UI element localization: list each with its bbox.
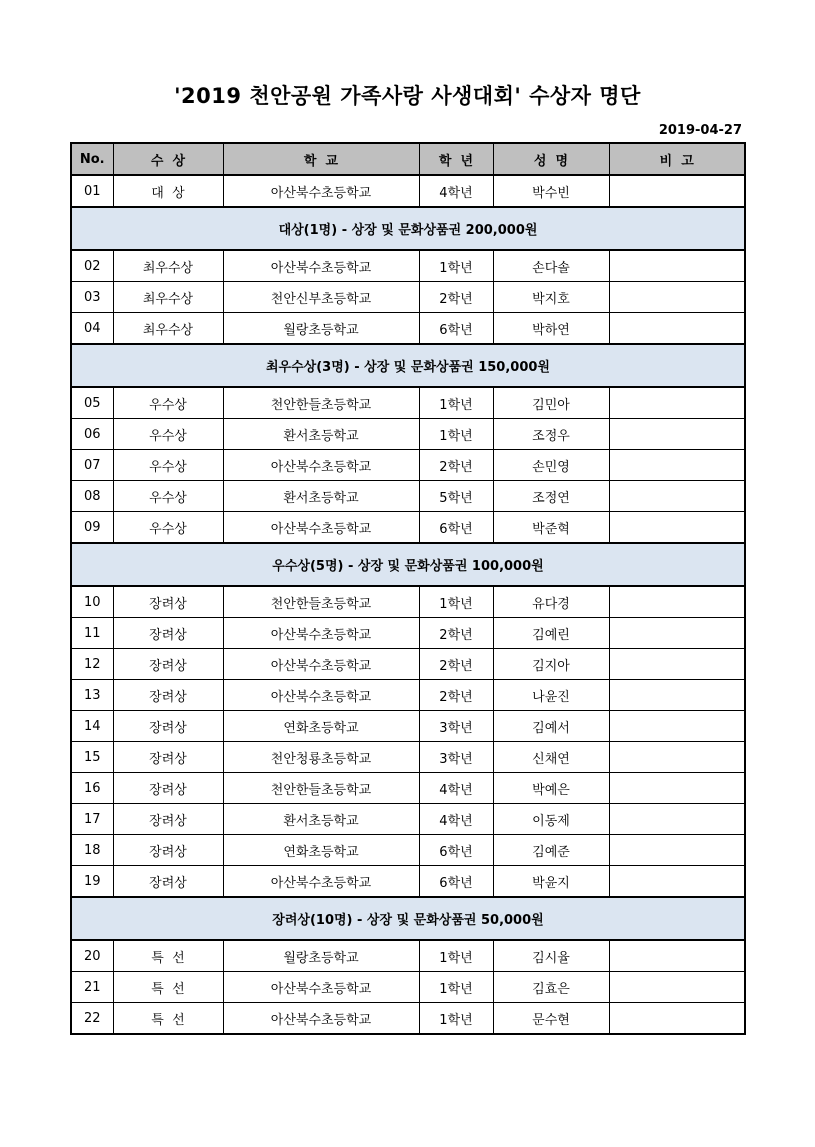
cell-school: 아산북수초등학교 xyxy=(223,512,419,544)
cell-name: 박수빈 xyxy=(493,175,609,207)
cell-school: 아산북수초등학교 xyxy=(223,618,419,649)
cell-name: 박준혁 xyxy=(493,512,609,544)
cell-note xyxy=(609,835,745,866)
cell-award: 대 상 xyxy=(113,175,223,207)
table-row xyxy=(71,804,745,835)
cell-name: 문수현 xyxy=(493,1003,609,1035)
cell-note xyxy=(609,586,745,618)
cell-no: 05 xyxy=(71,387,113,419)
header-school: 학 교 xyxy=(223,143,419,175)
cell-grade: 1학년 xyxy=(419,1003,493,1035)
table-row xyxy=(71,866,745,898)
cell-name: 김예린 xyxy=(493,618,609,649)
cell-note xyxy=(609,1003,745,1035)
cell-award: 우수상 xyxy=(113,450,223,481)
cell-name: 박예은 xyxy=(493,773,609,804)
document-title: '2019 천안공원 가족사랑 사생대회' 수상자 명단 xyxy=(174,84,641,108)
cell-grade: 1학년 xyxy=(419,586,493,618)
cell-school: 월랑초등학교 xyxy=(223,940,419,972)
cell-name: 김예서 xyxy=(493,711,609,742)
summary-row xyxy=(71,344,745,387)
cell-grade: 1학년 xyxy=(419,250,493,282)
cell-school: 아산북수초등학교 xyxy=(223,649,419,680)
cell-note xyxy=(609,250,745,282)
cell-note xyxy=(609,972,745,1003)
cell-no: 20 xyxy=(71,940,113,972)
cell-award: 최우수상 xyxy=(113,250,223,282)
table-row xyxy=(71,972,745,1003)
cell-no: 06 xyxy=(71,419,113,450)
cell-school: 아산북수초등학교 xyxy=(223,866,419,898)
cell-grade: 3학년 xyxy=(419,742,493,773)
table-row xyxy=(71,742,745,773)
winners-table xyxy=(70,142,746,1035)
table-row xyxy=(71,387,745,419)
cell-award: 장려상 xyxy=(113,586,223,618)
cell-note xyxy=(609,282,745,313)
cell-award: 장려상 xyxy=(113,804,223,835)
summary-row xyxy=(71,897,745,940)
cell-grade: 3학년 xyxy=(419,711,493,742)
cell-name: 손민영 xyxy=(493,450,609,481)
cell-award: 장려상 xyxy=(113,835,223,866)
table-row xyxy=(71,313,745,345)
cell-note xyxy=(609,680,745,711)
cell-no: 14 xyxy=(71,711,113,742)
cell-grade: 5학년 xyxy=(419,481,493,512)
cell-grade: 6학년 xyxy=(419,512,493,544)
cell-no: 10 xyxy=(71,586,113,618)
summary-text: 최우수상(3명) - 상장 및 문화상품권 150,000원 xyxy=(71,344,745,387)
cell-name: 유다경 xyxy=(493,586,609,618)
cell-name: 김민아 xyxy=(493,387,609,419)
cell-award: 특 선 xyxy=(113,972,223,1003)
cell-note xyxy=(609,773,745,804)
document-date: 2019-04-27 xyxy=(658,123,742,138)
cell-name: 조정연 xyxy=(493,481,609,512)
summary-text: 장려상(10명) - 상장 및 문화상품권 50,000원 xyxy=(71,897,745,940)
header-award: 수 상 xyxy=(113,143,223,175)
cell-grade: 2학년 xyxy=(419,680,493,711)
table-row xyxy=(71,835,745,866)
table-body xyxy=(71,175,745,1034)
cell-grade: 6학년 xyxy=(419,866,493,898)
header-no: No. xyxy=(71,143,113,175)
cell-school: 아산북수초등학교 xyxy=(223,1003,419,1035)
cell-note xyxy=(609,649,745,680)
cell-no: 18 xyxy=(71,835,113,866)
cell-award: 장려상 xyxy=(113,711,223,742)
cell-note xyxy=(609,313,745,345)
cell-grade: 2학년 xyxy=(419,649,493,680)
cell-grade: 1학년 xyxy=(419,972,493,1003)
cell-school: 아산북수초등학교 xyxy=(223,680,419,711)
cell-award: 우수상 xyxy=(113,481,223,512)
cell-grade: 2학년 xyxy=(419,282,493,313)
cell-award: 장려상 xyxy=(113,742,223,773)
cell-no: 11 xyxy=(71,618,113,649)
cell-no: 01 xyxy=(71,175,113,207)
cell-award: 최우수상 xyxy=(113,282,223,313)
cell-school: 천안청룡초등학교 xyxy=(223,742,419,773)
cell-school: 연화초등학교 xyxy=(223,835,419,866)
cell-note xyxy=(609,711,745,742)
table-row xyxy=(71,649,745,680)
cell-no: 07 xyxy=(71,450,113,481)
table-row xyxy=(71,175,745,207)
cell-no: 19 xyxy=(71,866,113,898)
cell-no: 02 xyxy=(71,250,113,282)
cell-note xyxy=(609,387,745,419)
header-name: 성 명 xyxy=(493,143,609,175)
cell-name: 조정우 xyxy=(493,419,609,450)
cell-grade: 2학년 xyxy=(419,450,493,481)
cell-name: 손다솔 xyxy=(493,250,609,282)
cell-school: 천안신부초등학교 xyxy=(223,282,419,313)
table-row xyxy=(71,773,745,804)
cell-award: 우수상 xyxy=(113,512,223,544)
table-row xyxy=(71,711,745,742)
cell-note xyxy=(609,940,745,972)
cell-school: 연화초등학교 xyxy=(223,711,419,742)
cell-no: 17 xyxy=(71,804,113,835)
cell-award: 우수상 xyxy=(113,419,223,450)
table-row xyxy=(71,940,745,972)
cell-grade: 6학년 xyxy=(419,835,493,866)
cell-school: 천안한들초등학교 xyxy=(223,773,419,804)
cell-grade: 1학년 xyxy=(419,419,493,450)
cell-school: 월랑초등학교 xyxy=(223,313,419,345)
cell-name: 박윤지 xyxy=(493,866,609,898)
header-note: 비 고 xyxy=(609,143,745,175)
table-row xyxy=(71,1003,745,1035)
cell-no: 22 xyxy=(71,1003,113,1035)
table-row xyxy=(71,512,745,544)
cell-no: 16 xyxy=(71,773,113,804)
cell-school: 아산북수초등학교 xyxy=(223,175,419,207)
cell-no: 13 xyxy=(71,680,113,711)
table-row xyxy=(71,618,745,649)
cell-award: 장려상 xyxy=(113,680,223,711)
cell-note xyxy=(609,804,745,835)
cell-name: 이동제 xyxy=(493,804,609,835)
table-row xyxy=(71,481,745,512)
cell-note xyxy=(609,742,745,773)
summary-text: 우수상(5명) - 상장 및 문화상품권 100,000원 xyxy=(71,543,745,586)
cell-school: 천안한들초등학교 xyxy=(223,387,419,419)
header-grade: 학 년 xyxy=(419,143,493,175)
cell-school: 환서초등학교 xyxy=(223,419,419,450)
cell-no: 12 xyxy=(71,649,113,680)
cell-award: 장려상 xyxy=(113,866,223,898)
cell-grade: 2학년 xyxy=(419,618,493,649)
cell-name: 김예준 xyxy=(493,835,609,866)
cell-note xyxy=(609,866,745,898)
cell-name: 신채연 xyxy=(493,742,609,773)
cell-name: 박하연 xyxy=(493,313,609,345)
cell-name: 김시율 xyxy=(493,940,609,972)
cell-award: 특 선 xyxy=(113,1003,223,1035)
cell-school: 천안한들초등학교 xyxy=(223,586,419,618)
cell-school: 아산북수초등학교 xyxy=(223,972,419,1003)
table-row xyxy=(71,419,745,450)
cell-no: 21 xyxy=(71,972,113,1003)
cell-award: 장려상 xyxy=(113,649,223,680)
cell-school: 환서초등학교 xyxy=(223,481,419,512)
cell-award: 최우수상 xyxy=(113,313,223,345)
cell-name: 김효은 xyxy=(493,972,609,1003)
table-header-row xyxy=(71,143,745,175)
cell-award: 우수상 xyxy=(113,387,223,419)
cell-grade: 4학년 xyxy=(419,804,493,835)
cell-no: 03 xyxy=(71,282,113,313)
table-row xyxy=(71,282,745,313)
table-row xyxy=(71,250,745,282)
cell-school: 아산북수초등학교 xyxy=(223,250,419,282)
cell-grade: 6학년 xyxy=(419,313,493,345)
cell-note xyxy=(609,512,745,544)
cell-grade: 1학년 xyxy=(419,387,493,419)
table-row xyxy=(71,586,745,618)
cell-no: 15 xyxy=(71,742,113,773)
cell-name: 박지호 xyxy=(493,282,609,313)
cell-note xyxy=(609,481,745,512)
cell-award: 장려상 xyxy=(113,773,223,804)
cell-grade: 4학년 xyxy=(419,175,493,207)
cell-school: 환서초등학교 xyxy=(223,804,419,835)
summary-row xyxy=(71,543,745,586)
cell-no: 08 xyxy=(71,481,113,512)
table-row xyxy=(71,450,745,481)
cell-school: 아산북수초등학교 xyxy=(223,450,419,481)
cell-no: 04 xyxy=(71,313,113,345)
cell-name: 김지아 xyxy=(493,649,609,680)
summary-text: 대상(1명) - 상장 및 문화상품권 200,000원 xyxy=(71,207,745,250)
cell-grade: 4학년 xyxy=(419,773,493,804)
cell-grade: 1학년 xyxy=(419,940,493,972)
cell-note xyxy=(609,618,745,649)
cell-note xyxy=(609,419,745,450)
cell-note xyxy=(609,175,745,207)
cell-name: 나윤진 xyxy=(493,680,609,711)
summary-row xyxy=(71,207,745,250)
table-row xyxy=(71,680,745,711)
cell-note xyxy=(609,450,745,481)
cell-no: 09 xyxy=(71,512,113,544)
cell-award: 특 선 xyxy=(113,940,223,972)
cell-award: 장려상 xyxy=(113,618,223,649)
